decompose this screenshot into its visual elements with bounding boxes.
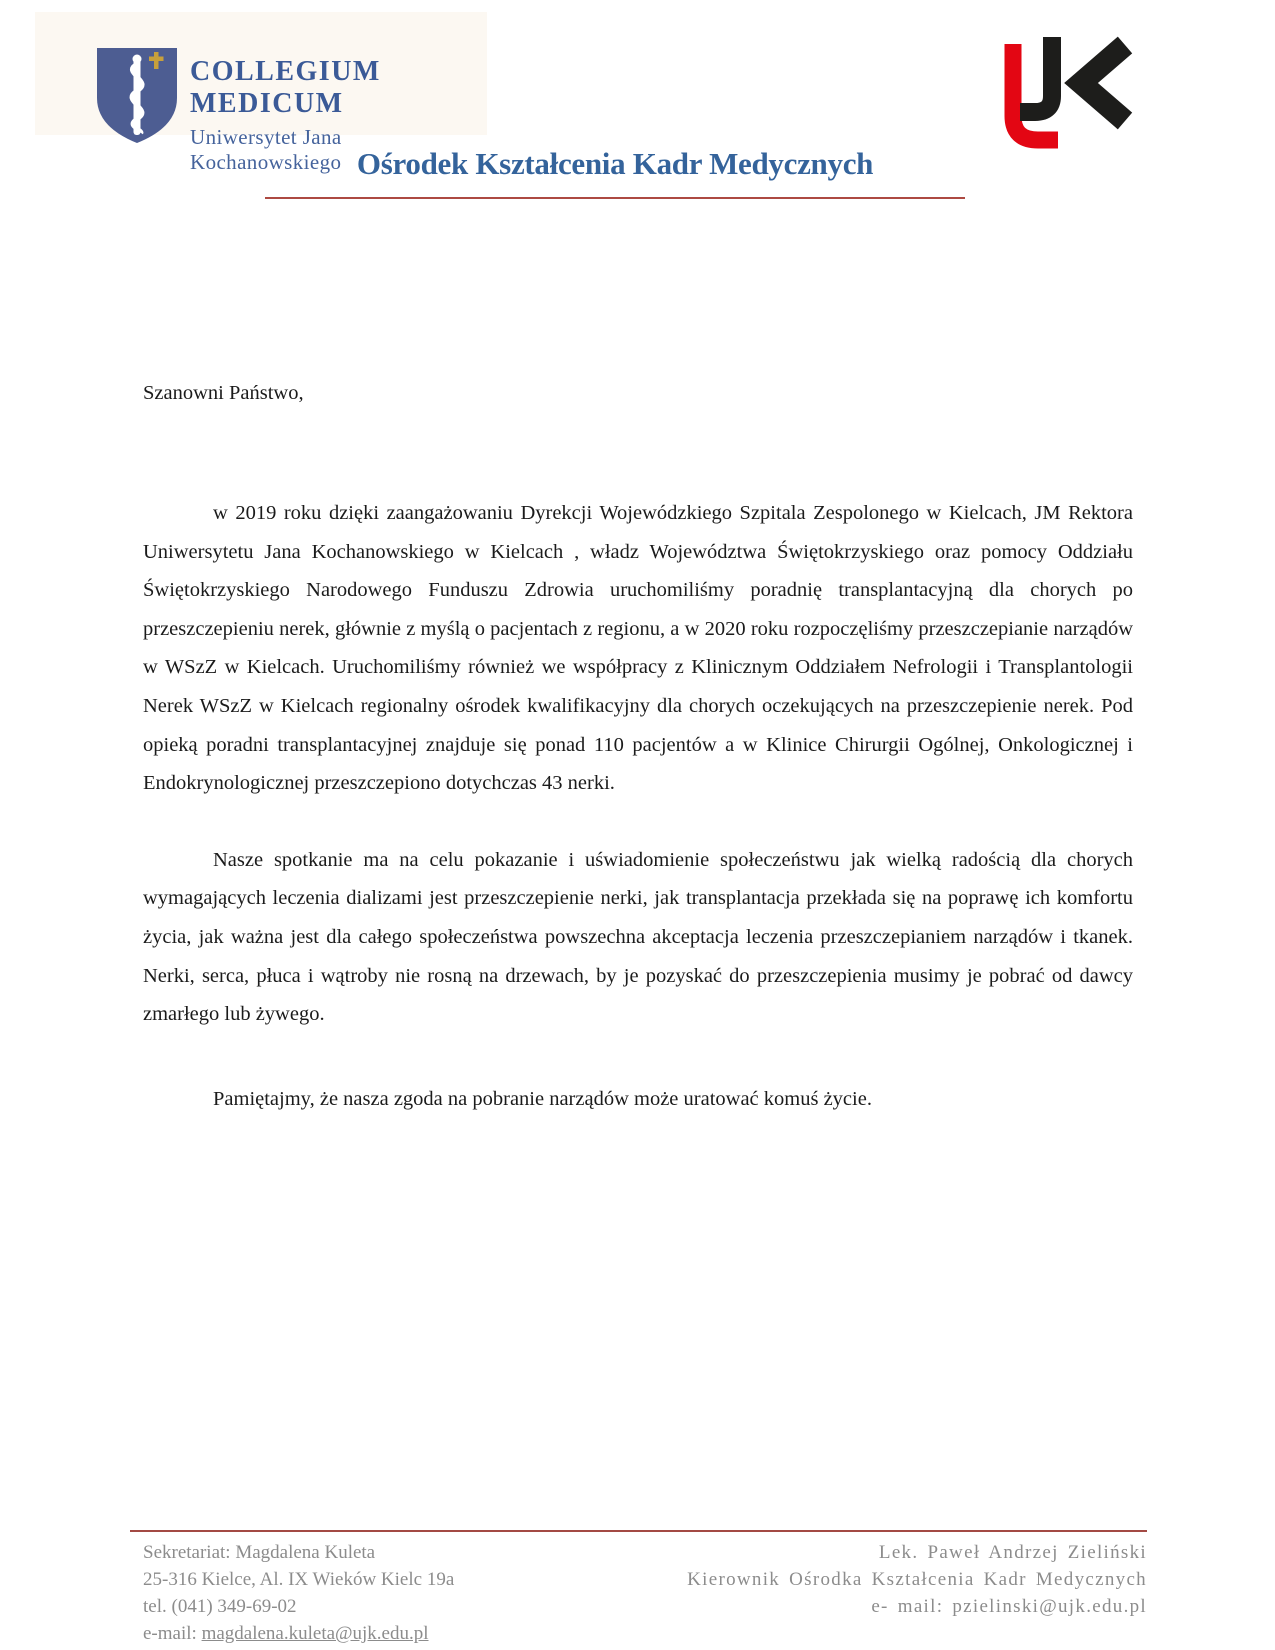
letter-body: [143, 380, 1133, 1118]
footer-email-label: e-mail:: [143, 1623, 202, 1644]
footer-address: 25-316 Kielce, Al. IX Wieków Kielc 19a: [143, 1569, 455, 1590]
paragraph-2: Nasze spotkanie ma na celu pokazanie i uświadomienie społeczeństwu jak wielką radością dla chorych wymagających leczenia dializami jest przeszczepienie nerki, jak transplantacja przekłada się na poprawę ich komfortu życia, jak ważna jest dla całego społeczeństwa powszechna akceptacja leczenia przeszczepianiem narządów i tkanek. Nerki, serca, płuca i wątroby nie rosną na drzewach, by je pozyskać do przeszczepienia musimy je pobrać od dawcy zmarłego lub żywego.: [143, 848, 1133, 1026]
footer-secretariat: [143, 1539, 454, 1647]
paragraph-1: w 2019 roku dzięki zaangażowaniu Dyrekcji Wojewódzkiego Szpitala Zespolonego w Kielcach, JM Rektora Uniwersytetu Jana Kochanowskiego w Kielcach , władz Województwa Świętokrzyskiego oraz pomocy Oddziału Świętokrzyskiego Narodowego Funduszu Zdrowia uruchomiliśmy poradnię transplantacyjną dla chorych po przeszczepieniu nerek, głównie z myślą o pacjentach z regionu, a w 2020 roku rozpoczęliśmy przeszczepianie narządów w WSzZ w Kielcach. Uruchomiliśmy również we współpracy z Klinicznym Oddziałem Nefrologii i Transplantologii Nerek WSzZ w Kielcach regionalny ośrodek kwalifikacyjny dla chorych oczekujących na przeszczepienie nerek. Pod opieką poradni transplantacyjnej znajduje się ponad 110 pacjentów a w Klinice Chirurgii Ogólnej, Onkologicznej i Endokrynologicznej przeszczepiono dotychczas 43 nerki.: [143, 502, 1133, 795]
ujk-logo-icon: [1000, 36, 1145, 154]
footer-phone: tel. (041) 349-69-02: [143, 1596, 297, 1617]
cm-logo-university: Uniwersytet Jana Kochanowskiego: [190, 125, 342, 174]
paragraph-3: Pamiętajmy, że nasza zgoda na pobranie narządów może uratować komuś życie.: [213, 1087, 872, 1110]
collegium-medicum-logo: [35, 12, 487, 174]
footer-email-line: [143, 1620, 454, 1647]
salutation: Szanowni Państwo,: [143, 382, 304, 404]
footer-rule: [130, 1530, 1147, 1532]
footer-director-title: Kierownik Ośrodka Kształcenia Kadr Medycznych: [687, 1569, 1147, 1590]
medical-shield-icon: [95, 46, 179, 146]
title-block: [265, 146, 965, 199]
footer-director-email: e- mail: pzielinski@ujk.edu.pl: [871, 1596, 1147, 1617]
page-title: Ośrodek Kształcenia Kadr Medycznych: [356, 146, 874, 181]
footer-email-link[interactable]: magdalena.kuleta@ujk.edu.pl: [201, 1623, 429, 1644]
footer-director: [687, 1539, 1147, 1620]
cm-logo-name: COLLEGIUM MEDICUM: [190, 56, 381, 119]
footer-director-name: Lek. Paweł Andrzej Zieliński: [878, 1542, 1147, 1563]
footer-secretariat-name: Sekretariat: Magdalena Kuleta: [143, 1542, 376, 1563]
